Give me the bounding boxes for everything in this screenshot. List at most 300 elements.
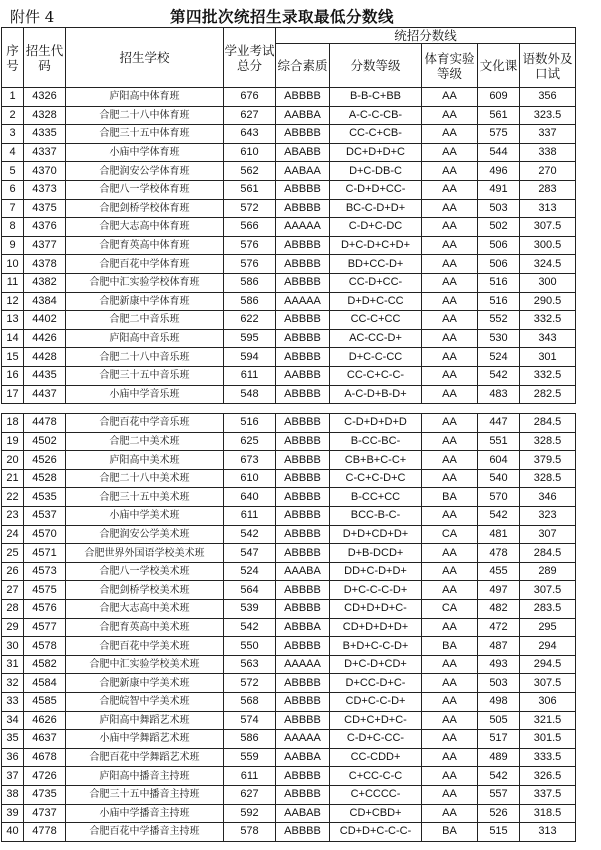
- cell-grade: CC-C+CC: [330, 311, 422, 330]
- cell-seq: 16: [2, 366, 24, 385]
- table-row: [2, 273, 576, 292]
- table-row: [2, 88, 576, 107]
- cell-school: 合肥百花中学播音主持班: [66, 823, 224, 842]
- cell-school: 合肥三十五中音乐班: [66, 366, 224, 385]
- cell-lang: 307.5: [520, 674, 576, 693]
- table-row: [2, 143, 576, 162]
- cell-pe: AA: [422, 348, 478, 367]
- cell-school: 合肥百花中学舞蹈艺术班: [66, 748, 224, 767]
- cell-school: 合肥百花中学体育班: [66, 255, 224, 274]
- cell-culture: 544: [478, 143, 520, 162]
- cell-quality: ABBBB: [276, 348, 330, 367]
- cell-pe: AA: [422, 544, 478, 563]
- cell-grade: C-D+C-CC-: [330, 730, 422, 749]
- cell-grade: D+D+C-CC: [330, 292, 422, 311]
- cell-code: 4576: [24, 600, 66, 619]
- cell-culture: 561: [478, 106, 520, 125]
- cell-total: 586: [224, 730, 276, 749]
- cell-quality: AAAAA: [276, 655, 330, 674]
- header-culture: 文化课: [478, 44, 520, 88]
- cell-total: 673: [224, 451, 276, 470]
- cell-total: 547: [224, 544, 276, 563]
- cell-quality: AAABA: [276, 562, 330, 581]
- cell-pe: AA: [422, 562, 478, 581]
- table-row: [2, 414, 576, 433]
- cell-quality: ABBBB: [276, 432, 330, 451]
- cell-code: 4528: [24, 469, 66, 488]
- cell-school: 合肥三十五中体育班: [66, 125, 224, 144]
- cell-quality: ABBBB: [276, 823, 330, 842]
- cell-code: 4326: [24, 88, 66, 107]
- cell-pe: AA: [422, 106, 478, 125]
- table-row: [2, 488, 576, 507]
- table-row: [2, 767, 576, 786]
- table-row: [2, 600, 576, 619]
- cell-culture: 570: [478, 488, 520, 507]
- table-row: [2, 432, 576, 451]
- cell-school: 庐阳高中舞蹈艺术班: [66, 711, 224, 730]
- cell-pe: AA: [422, 311, 478, 330]
- cell-quality: ABBBB: [276, 525, 330, 544]
- header-seq: 序号: [2, 28, 24, 88]
- header-total-score: 学业考试总分: [224, 28, 276, 88]
- cell-code: 4678: [24, 748, 66, 767]
- cell-pe: AA: [422, 674, 478, 693]
- cell-culture: 530: [478, 329, 520, 348]
- cell-school: 小庙中学体育班: [66, 143, 224, 162]
- cell-grade: CC-D+CC-: [330, 273, 422, 292]
- cell-pe: AA: [422, 451, 478, 470]
- cell-lang: 282.5: [520, 385, 576, 404]
- cell-grade: D+CC-D+C-: [330, 674, 422, 693]
- cell-seq: 24: [2, 525, 24, 544]
- cell-seq: 10: [2, 255, 24, 274]
- cell-code: 4578: [24, 637, 66, 656]
- cell-culture: 478: [478, 544, 520, 563]
- cell-seq: 23: [2, 507, 24, 526]
- cell-total: 643: [224, 125, 276, 144]
- cell-code: 4737: [24, 804, 66, 823]
- cell-seq: 18: [2, 414, 24, 433]
- cell-code: 4377: [24, 236, 66, 255]
- cell-grade: B-B-C+BB: [330, 88, 422, 107]
- cell-school: 庐阳高中体育班: [66, 88, 224, 107]
- table-row: [2, 655, 576, 674]
- cell-total: 548: [224, 385, 276, 404]
- cell-lang: 332.5: [520, 366, 576, 385]
- cell-seq: 38: [2, 785, 24, 804]
- cell-pe: AA: [422, 767, 478, 786]
- cell-pe: AA: [422, 655, 478, 674]
- cell-total: 542: [224, 618, 276, 637]
- cell-code: 4575: [24, 581, 66, 600]
- cell-lang: 294: [520, 637, 576, 656]
- cell-pe: AA: [422, 143, 478, 162]
- cell-lang: 289: [520, 562, 576, 581]
- table-row: [2, 637, 576, 656]
- cell-seq: 17: [2, 385, 24, 404]
- cell-pe: AA: [422, 432, 478, 451]
- cell-seq: 39: [2, 804, 24, 823]
- cell-lang: 338: [520, 143, 576, 162]
- cell-total: 611: [224, 767, 276, 786]
- cell-seq: 28: [2, 600, 24, 619]
- cell-grade: D+B-DCD+: [330, 544, 422, 563]
- cell-school: 合肥百花中学美术班: [66, 637, 224, 656]
- cell-seq: 30: [2, 637, 24, 656]
- cell-school: 合肥八一学校体育班: [66, 180, 224, 199]
- cell-lang: 332.5: [520, 311, 576, 330]
- cell-seq: 37: [2, 767, 24, 786]
- cell-lang: 284.5: [520, 544, 576, 563]
- cell-code: 4378: [24, 255, 66, 274]
- cell-seq: 3: [2, 125, 24, 144]
- cell-code: 4537: [24, 507, 66, 526]
- cell-lang: 337: [520, 125, 576, 144]
- cell-quality: ABBBB: [276, 273, 330, 292]
- cell-school: 合肥中汇实验学校美术班: [66, 655, 224, 674]
- cell-school: 小庙中学播音主持班: [66, 804, 224, 823]
- cell-quality: ABBBB: [276, 693, 330, 712]
- cell-pe: AA: [422, 125, 478, 144]
- cell-seq: 13: [2, 311, 24, 330]
- cell-code: 4571: [24, 544, 66, 563]
- cell-lang: 343: [520, 329, 576, 348]
- cell-seq: 21: [2, 469, 24, 488]
- cell-total: 524: [224, 562, 276, 581]
- cell-lang: 333.5: [520, 748, 576, 767]
- cell-pe: CA: [422, 600, 478, 619]
- cell-total: 578: [224, 823, 276, 842]
- cell-lang: 270: [520, 162, 576, 181]
- cell-total: 542: [224, 525, 276, 544]
- table-row: [2, 162, 576, 181]
- cell-school: 小庙中学美术班: [66, 507, 224, 526]
- cell-lang: 326.5: [520, 767, 576, 786]
- cell-total: 539: [224, 600, 276, 619]
- cell-pe: AA: [422, 730, 478, 749]
- cell-school: 合肥大志高中体育班: [66, 218, 224, 237]
- cell-total: 562: [224, 162, 276, 181]
- cell-pe: AA: [422, 618, 478, 637]
- cell-grade: D+C-D+C+D+: [330, 236, 422, 255]
- cell-total: 559: [224, 748, 276, 767]
- cell-grade: B+D+C-C-D+: [330, 637, 422, 656]
- table-row: [2, 544, 576, 563]
- cell-quality: ABBBB: [276, 581, 330, 600]
- cell-grade: CD+D+D+D+: [330, 618, 422, 637]
- cell-seq: 22: [2, 488, 24, 507]
- cell-school: 小庙中学音乐班: [66, 385, 224, 404]
- cell-total: 592: [224, 804, 276, 823]
- cell-total: 586: [224, 292, 276, 311]
- cell-school: 庐阳高中播音主持班: [66, 767, 224, 786]
- cell-culture: 506: [478, 255, 520, 274]
- cell-school: 合肥润安公学美术班: [66, 525, 224, 544]
- cell-quality: ABBBB: [276, 414, 330, 433]
- cell-grade: CC-C+CB-: [330, 125, 422, 144]
- cell-quality: ABBBB: [276, 451, 330, 470]
- table-row: [2, 292, 576, 311]
- cell-pe: AA: [422, 218, 478, 237]
- header-quality: 综合素质: [276, 44, 330, 88]
- cell-grade: C-C+C-D+C: [330, 469, 422, 488]
- cell-culture: 552: [478, 311, 520, 330]
- cell-lang: 379.5: [520, 451, 576, 470]
- header-code: 招生代码: [24, 28, 66, 88]
- cell-culture: 575: [478, 125, 520, 144]
- cell-lang: 307: [520, 525, 576, 544]
- cell-lang: 300.5: [520, 236, 576, 255]
- cell-grade: BC-C-D+D+: [330, 199, 422, 218]
- table-body: [2, 88, 576, 842]
- table-row: [2, 180, 576, 199]
- cell-pe: BA: [422, 488, 478, 507]
- cell-culture: 516: [478, 292, 520, 311]
- cell-lang: 328.5: [520, 469, 576, 488]
- cell-seq: 35: [2, 730, 24, 749]
- cell-school: 合肥皖智中学美术班: [66, 693, 224, 712]
- cell-quality: ABBBB: [276, 544, 330, 563]
- cell-school: 合肥三十五中播音主持班: [66, 785, 224, 804]
- cell-grade: CD+CBD+: [330, 804, 422, 823]
- cell-total: 595: [224, 329, 276, 348]
- cell-seq: 9: [2, 236, 24, 255]
- cell-code: 4584: [24, 674, 66, 693]
- header-lang-oral: 语数外及口试: [520, 44, 576, 88]
- table-row: [2, 525, 576, 544]
- admission-score-table: [1, 27, 576, 842]
- cell-pe: CA: [422, 525, 478, 544]
- cell-lang: 321.5: [520, 711, 576, 730]
- cell-culture: 491: [478, 180, 520, 199]
- cell-culture: 516: [478, 273, 520, 292]
- table-row: [2, 255, 576, 274]
- cell-quality: ABBBB: [276, 199, 330, 218]
- cell-culture: 472: [478, 618, 520, 637]
- cell-lang: 290.5: [520, 292, 576, 311]
- table-row: [2, 366, 576, 385]
- cell-pe: AA: [422, 748, 478, 767]
- cell-quality: AABAA: [276, 162, 330, 181]
- cell-grade: B-CC+CC: [330, 488, 422, 507]
- cell-grade: A-C-C-CB-: [330, 106, 422, 125]
- cell-culture: 481: [478, 525, 520, 544]
- table-row: [2, 730, 576, 749]
- cell-grade: D+C-C-C-D+: [330, 581, 422, 600]
- cell-code: 4526: [24, 451, 66, 470]
- cell-code: 4437: [24, 385, 66, 404]
- cell-pe: AA: [422, 236, 478, 255]
- cell-lang: 301: [520, 348, 576, 367]
- cell-school: 庐阳高中音乐班: [66, 329, 224, 348]
- cell-grade: C-D+D+CC-: [330, 180, 422, 199]
- cell-code: 4376: [24, 218, 66, 237]
- cell-pe: AA: [422, 693, 478, 712]
- cell-grade: DD+C-D+D+: [330, 562, 422, 581]
- cell-grade: C-D+D+D+D: [330, 414, 422, 433]
- cell-pe: AA: [422, 581, 478, 600]
- cell-school: 庐阳高中美术班: [66, 451, 224, 470]
- cell-grade: BCC-B-C-: [330, 507, 422, 526]
- cell-code: 4585: [24, 693, 66, 712]
- cell-culture: 542: [478, 366, 520, 385]
- cell-seq: 26: [2, 562, 24, 581]
- cell-grade: D+D+CD+D+: [330, 525, 422, 544]
- cell-quality: AABBB: [276, 366, 330, 385]
- cell-grade: CD+C+D+C-: [330, 711, 422, 730]
- cell-seq: 1: [2, 88, 24, 107]
- cell-quality: ABBBB: [276, 488, 330, 507]
- cell-culture: 493: [478, 655, 520, 674]
- cell-pe: AA: [422, 180, 478, 199]
- cell-culture: 487: [478, 637, 520, 656]
- cell-school: 小庙中学舞蹈艺术班: [66, 730, 224, 749]
- cell-seq: 36: [2, 748, 24, 767]
- cell-lang: 306: [520, 693, 576, 712]
- cell-total: 568: [224, 693, 276, 712]
- table-row: [2, 748, 576, 767]
- cell-total: 574: [224, 711, 276, 730]
- cell-seq: 2: [2, 106, 24, 125]
- cell-culture: 551: [478, 432, 520, 451]
- cell-culture: 506: [478, 236, 520, 255]
- table-row: [2, 507, 576, 526]
- cell-code: 4375: [24, 199, 66, 218]
- cell-seq: 12: [2, 292, 24, 311]
- cell-code: 4337: [24, 143, 66, 162]
- table-row: [2, 711, 576, 730]
- table-row: [2, 823, 576, 842]
- cell-lang: 328.5: [520, 432, 576, 451]
- cell-lang: 283.5: [520, 600, 576, 619]
- cell-quality: ABBBB: [276, 507, 330, 526]
- cell-pe: AA: [422, 366, 478, 385]
- cell-code: 4373: [24, 180, 66, 199]
- cell-quality: ABBBB: [276, 236, 330, 255]
- cell-total: 610: [224, 143, 276, 162]
- cell-seq: 40: [2, 823, 24, 842]
- cell-quality: ABBBA: [276, 618, 330, 637]
- cell-quality: AABAB: [276, 804, 330, 823]
- cell-seq: 33: [2, 693, 24, 712]
- cell-pe: BA: [422, 637, 478, 656]
- cell-grade: CD+D+D+C-: [330, 600, 422, 619]
- cell-total: 610: [224, 469, 276, 488]
- cell-code: 4382: [24, 273, 66, 292]
- cell-culture: 502: [478, 218, 520, 237]
- cell-culture: 447: [478, 414, 520, 433]
- cell-school: 合肥新康中学美术班: [66, 674, 224, 693]
- cell-grade: AC-CC-D+: [330, 329, 422, 348]
- cell-total: 676: [224, 88, 276, 107]
- table-row: [2, 236, 576, 255]
- header-school: 招生学校: [66, 28, 224, 88]
- cell-quality: ABBBB: [276, 311, 330, 330]
- cell-culture: 517: [478, 730, 520, 749]
- cell-lang: 307.5: [520, 581, 576, 600]
- table-gap: [2, 404, 576, 414]
- cell-pe: AA: [422, 255, 478, 274]
- cell-total: 627: [224, 785, 276, 804]
- cell-quality: AAAAA: [276, 292, 330, 311]
- cell-code: 4435: [24, 366, 66, 385]
- cell-school: 合肥剑桥学校美术班: [66, 581, 224, 600]
- cell-culture: 503: [478, 674, 520, 693]
- cell-culture: 526: [478, 804, 520, 823]
- cell-code: 4328: [24, 106, 66, 125]
- cell-quality: AAAAA: [276, 730, 330, 749]
- cell-quality: ABBBB: [276, 469, 330, 488]
- table-row: [2, 785, 576, 804]
- cell-quality: AABBA: [276, 106, 330, 125]
- cell-seq: 29: [2, 618, 24, 637]
- table-row: [2, 385, 576, 404]
- cell-code: 4370: [24, 162, 66, 181]
- cell-grade: D+C-C-CC: [330, 348, 422, 367]
- cell-school: 合肥二十八中音乐班: [66, 348, 224, 367]
- cell-total: 611: [224, 366, 276, 385]
- cell-lang: 300: [520, 273, 576, 292]
- cell-culture: 542: [478, 507, 520, 526]
- cell-total: 625: [224, 432, 276, 451]
- cell-quality: AAAAA: [276, 218, 330, 237]
- cell-quality: ABBBB: [276, 711, 330, 730]
- cell-pe: AA: [422, 199, 478, 218]
- cell-grade: D+C-D+CD+: [330, 655, 422, 674]
- cell-lang: 323.5: [520, 106, 576, 125]
- cell-code: 4535: [24, 488, 66, 507]
- cell-grade: DC+D+D+C: [330, 143, 422, 162]
- cell-seq: 19: [2, 432, 24, 451]
- cell-lang: 294.5: [520, 655, 576, 674]
- cell-seq: 20: [2, 451, 24, 470]
- header-grade: 分数等级: [330, 44, 422, 88]
- cell-school: 合肥剑桥学校体育班: [66, 199, 224, 218]
- cell-grade: CB+B+C-C+: [330, 451, 422, 470]
- cell-pe: AA: [422, 88, 478, 107]
- cell-quality: ABBBB: [276, 180, 330, 199]
- cell-seq: 25: [2, 544, 24, 563]
- cell-code: 4384: [24, 292, 66, 311]
- cell-quality: ABBBB: [276, 674, 330, 693]
- cell-school: 合肥二十八中体育班: [66, 106, 224, 125]
- cell-pe: BA: [422, 823, 478, 842]
- cell-grade: B-CC-BC-: [330, 432, 422, 451]
- cell-school: 合肥百花中学音乐班: [66, 414, 224, 433]
- cell-grade: A-C-D+B-D+: [330, 385, 422, 404]
- cell-school: 合肥二十八中美术班: [66, 469, 224, 488]
- cell-total: 516: [224, 414, 276, 433]
- cell-culture: 497: [478, 581, 520, 600]
- cell-school: 合肥三十五中美术班: [66, 488, 224, 507]
- cell-code: 4577: [24, 618, 66, 637]
- cell-code: 4426: [24, 329, 66, 348]
- cell-seq: 11: [2, 273, 24, 292]
- cell-lang: 295: [520, 618, 576, 637]
- cell-total: 611: [224, 507, 276, 526]
- cell-code: 4637: [24, 730, 66, 749]
- cell-culture: 498: [478, 693, 520, 712]
- cell-seq: 34: [2, 711, 24, 730]
- cell-school: 合肥新康中学体育班: [66, 292, 224, 311]
- cell-grade: D+C-DB-C: [330, 162, 422, 181]
- cell-quality: AABBA: [276, 748, 330, 767]
- cell-seq: 6: [2, 180, 24, 199]
- cell-quality: ABBBB: [276, 329, 330, 348]
- cell-seq: 5: [2, 162, 24, 181]
- cell-culture: 483: [478, 385, 520, 404]
